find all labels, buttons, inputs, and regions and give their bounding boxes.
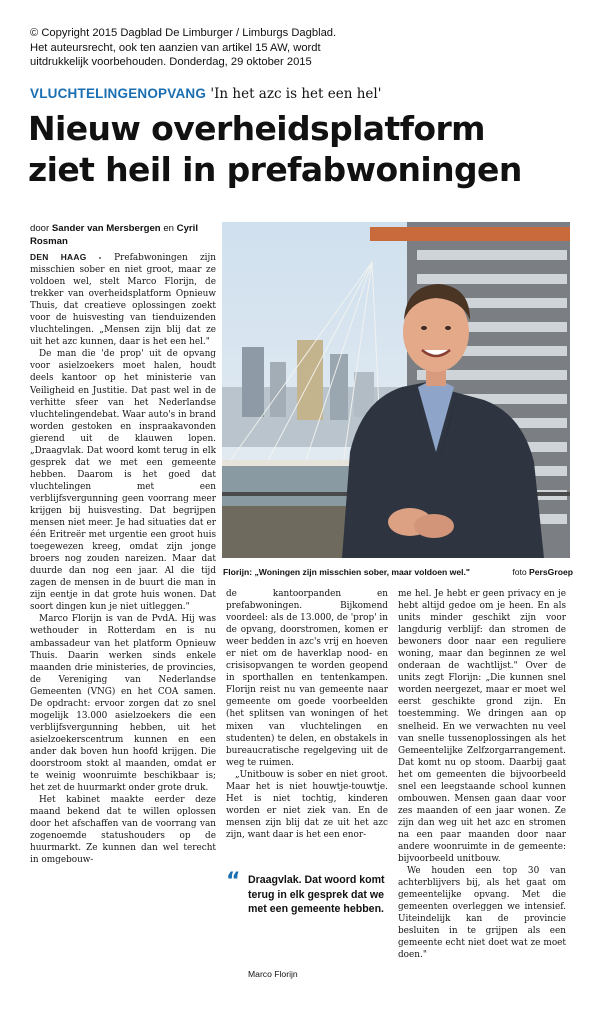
copyright-notice (30, 26, 360, 70)
byline-author-2: Cyril Rosman (30, 223, 199, 247)
paragraph: de kantoorpanden en prefabwoningen. Bijkomend voordeel: als de 13.000, de 'prop' in de opvang, doorstromen, komen er weer bedden in azc's vrij en hoeven er niet om de haverklap nood- en crisisopvangen te worden geopend in sporthallen en tentenkampen. Florijn reist nu van gemeente naar gemeente om goede voorbeelden (het splitsen van woningen of het mixen van vluchtelingen en studenten) te delen, en obstakels in bureaucratische regelgeving uit de weg te ruimen. (226, 589, 388, 768)
pull-quote-text: Draagvlak. Dat woord komt terug in elk gesprek dat we met een gemeente hebben. (248, 874, 385, 916)
kicker-quote: 'In het azc is het een hel' (210, 86, 382, 102)
photo-caption (223, 566, 573, 578)
article-column-3 (398, 588, 566, 961)
article-photo (222, 222, 570, 558)
byline-prefix: door (30, 223, 50, 234)
paragraph: me hel. Je hebt er geen privacy en je hebt altijd gedoe om je heen. En als units minder geschikt zijn voor langdurig verblijf: dan stromen de bewoners door naar een reguliere woning, maar dan beginnen ze wel onderaan de wachtlijst." Over de units zegt Florijn: „Die kunnen snel worden neergezet, maar er moet wel eerst geschikte grond zijn. En toestemming. We dringen aan op snelheid. En we verwachten nu veel van snelle tussenoplossingen als het Gemeentelijke Zelfzorgarrangement. Dat komt nu op stoom. Daarbij gaat het om gemeenten die bijvoorbeeld snel een leegstaande school kunnen ombouwen. Mensen gaan daar voor zes maanden of een jaar wonen. Ze zijn dan weg uit het azc en stromen na een paar maanden door naar andere woonruimte in de gemeente: bijvoorbeeld unitbouw. (398, 589, 566, 865)
paragraph-text: Prefabwoningen zijn misschien sober en niet groot, maar ze voldoen wel, stelt Marco Florijn, de trekker van overheidsplatform Opnieuw Thuis, dat creatieve oplossingen zoekt voor de huisvesting van tienduizenden vluchtelingen. „Mensen zijn blij dat ze uit het azc kunnen, daar is het een hel." (30, 253, 216, 348)
headline-line-2: ziet heil in prefabwoningen (28, 150, 522, 189)
credit-prefix: foto (512, 567, 527, 577)
copyright-line-1: © Copyright 2015 Dagblad De Limburger / Limburgs Dagblad. (30, 27, 337, 39)
photo-portrait-marco-florijn (222, 222, 570, 558)
paragraph: De man die 'de prop' uit de opvang voor asielzoekers moet halen, houdt deels kantoor op het ministerie van Veiligheid en Justitie. Dat past wel in de verhitte sfeer van het Nederlandse vluchtelingendebat. Waar auto's in brand worden gestoken en inspraakavonden gierend uit de klauwen lopen. „Draagvlak. Dat woord komt terug in elk gesprek dat we met een gemeente hebben. Daarom is het goed dat vluchtelingen met een verblijfsvergunning geen voorrang meer krijgen bij huisvesting. Dat begrijpen mensen niet meer. Je had situaties dat er één Eritreër met urgentie een groot huis toegewezen kreeg, omdat zijn jonge broers nog zouden nareizen. Maar dat duurde dan nog een jaar. Al die tijd zagen de mensen in de buurt die man in zijn eentje in dat grote huis wonen. Dat soort dingen kun je niet uitleggen." (30, 349, 216, 613)
paragraph: Het kabinet maakte eerder deze maand bekend dat te willen oplossen door het afschaffen van de voorrang van zogenoemde statushouders op de huurmarkt. Ze kunnen dan wel terecht in omgebouw- (30, 795, 216, 866)
kicker (30, 86, 590, 102)
paragraph: We houden een top 30 van achterblijvers bij, als het gaat om gemeentelijke opvang. Met die gemeenten overleggen we intensief. Uiteindelijk kan de provincie besluiten in te grijpen als een gemeente echt niet doet wat ze moet doen." (398, 866, 566, 961)
dateline: DEN HAAG - (30, 252, 102, 262)
paragraph (30, 251, 216, 348)
article-column-1 (30, 251, 216, 866)
section-label: VLUCHTELINGENOPVANG (30, 86, 207, 101)
byline (30, 222, 216, 248)
copyright-line-2: Het auteursrecht, ook ten aanzien van artikel 15 AW, wordt (30, 41, 321, 54)
byline-author-1: Sander van Mersbergen (51, 223, 161, 234)
paragraph: Marco Florijn is van de PvdA. Hij was wethouder in Rotterdam en is nu ambassadeur van het platform Opnieuw Thuis. Daarin werken sinds enkele maanden drie ministeries, de provincies, de Vereniging van Nederlandse Gemeenten (VNG) en het COA samen. De opdracht: ervoor zorgen dat zo snel mogelijk 13.000 asielzoekers die een verblijfsvergunning hebben, uit het asielzoekerscentrum kunnen en een ander dak boven hun hoofd krijgen. Die doorstroom stokt al maanden, omdat er te weinig woonruimte beschikbaar is; het zet de huurmarkt onder grote druk. (30, 614, 216, 794)
credit-name: PersGroep (529, 567, 573, 577)
caption-text: Florijn: „Woningen zijn misschien sober, maar voldoen wel." (223, 567, 470, 577)
photo-credit (512, 566, 573, 578)
quote-mark-icon: “ (226, 869, 241, 894)
copyright-line-3: uitdrukkelijk voorbehouden. Donderdag, 29 oktober 2015 (30, 56, 312, 69)
headline-line-1: Nieuw overheidsplatform (28, 109, 485, 148)
paragraph: „Unitbouw is sober en niet groot. Maar het is niet houwtje-touwtje. Het is niet tochtig, kinderen worden er niet ziek van. En de mensen zijn blij dat ze uit het azc zijn, want daar is het een enor- (226, 769, 388, 840)
headline (28, 108, 598, 190)
pull-quote-attribution: Marco Florijn (248, 969, 298, 979)
article-column-2 (226, 588, 388, 841)
byline-joiner: en (163, 223, 174, 234)
